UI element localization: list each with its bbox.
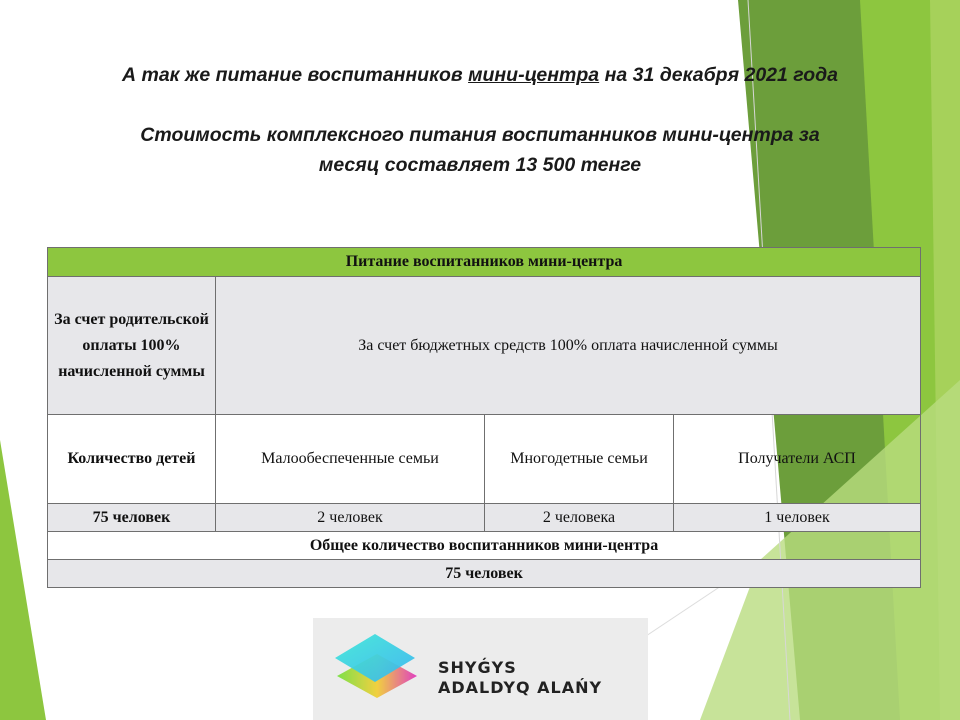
total-label-cell: Общее количество воспитанников мини-центра bbox=[48, 532, 921, 560]
total-value-cell: 75 человек bbox=[48, 560, 921, 588]
table-row bbox=[48, 504, 921, 532]
category-cell: Получатели АСП bbox=[674, 415, 921, 504]
logo-text bbox=[438, 658, 602, 698]
logo-line-1: SHYǴYS bbox=[438, 658, 517, 677]
table-header: Питание воспитанников мини-центра bbox=[48, 248, 921, 277]
slide-title bbox=[20, 64, 940, 87]
count-cell: 2 человека bbox=[485, 504, 674, 532]
subtitle-line-1: Стоимость комплексного питания воспитанников мини-центра за bbox=[140, 124, 820, 146]
subtitle-line-2: месяц составляет 13 500 тенге bbox=[318, 154, 642, 176]
count-cell: 75 человек bbox=[48, 504, 216, 532]
title-underlined: мини-центра bbox=[468, 64, 600, 86]
category-cell: Многодетные семьи bbox=[485, 415, 674, 504]
count-label-cell: Количество детей bbox=[48, 415, 216, 504]
budget-pay-cell: За счет бюджетных средств 100% оплата начисленной суммы bbox=[216, 277, 921, 415]
table-row bbox=[48, 560, 921, 588]
title-prefix: А так же питание воспитанников bbox=[121, 64, 469, 86]
bg-shape-left-triangle bbox=[0, 440, 46, 720]
table-row bbox=[48, 415, 921, 504]
table-row bbox=[48, 277, 921, 415]
category-cell: Малообеспеченные семьи bbox=[216, 415, 485, 504]
title-suffix: на 31 декабря 2021 года bbox=[599, 64, 839, 86]
logo-line-2: ADALDYQ ALAŃY bbox=[438, 678, 603, 697]
logo bbox=[313, 618, 648, 720]
slide-subtitle bbox=[20, 120, 940, 180]
parent-pay-cell: За счет родительской оплаты 100% начисленной суммы bbox=[48, 277, 216, 415]
table-row bbox=[48, 532, 921, 560]
table-header-row bbox=[48, 248, 921, 277]
nutrition-table bbox=[47, 247, 921, 588]
count-cell: 2 человек bbox=[216, 504, 485, 532]
count-cell: 1 человек bbox=[674, 504, 921, 532]
logo-mark-icon bbox=[325, 626, 430, 712]
